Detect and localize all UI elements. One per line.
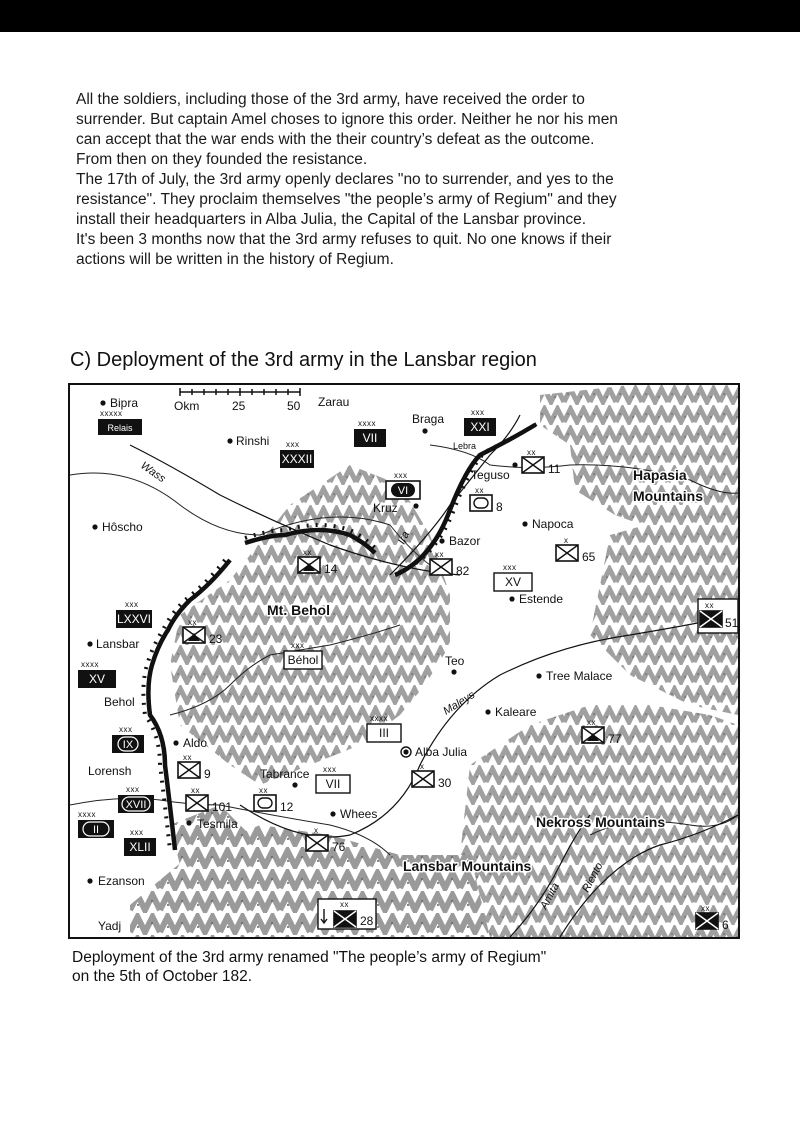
- caption-line: on the 5th of October 182.: [72, 968, 253, 985]
- svg-text:xx: xx: [303, 548, 312, 557]
- svg-text:xx: xx: [475, 486, 484, 495]
- svg-text:xx: xx: [340, 900, 349, 909]
- unit-8: [470, 486, 503, 514]
- unit-label: VII: [362, 431, 378, 445]
- region-lansbar-mountains: Lansbar Mountains: [403, 858, 532, 874]
- place-behol: Behol: [104, 695, 135, 709]
- hq-unit-relais: [98, 409, 142, 435]
- unit-echelon: xxx: [286, 440, 300, 449]
- intro-line: can accept that the war ends with the their country’s defeat as the outcome.: [76, 131, 595, 148]
- deployment-map: [68, 383, 740, 939]
- outline-unit-vii: [316, 765, 350, 793]
- unit-label: XV: [504, 575, 522, 589]
- unit-number: 12: [280, 800, 294, 814]
- unit-label: XXXII: [281, 452, 313, 466]
- unit-12: [254, 786, 294, 814]
- map-caption: [72, 948, 546, 986]
- unit-number: 76: [332, 840, 346, 854]
- hq-unit-xv: [78, 660, 116, 688]
- place-lansbar: Lansbar: [96, 637, 140, 651]
- unit-echelon: xxx: [130, 828, 144, 837]
- river-ira: Ira: [395, 529, 413, 547]
- hq-unit-xxxii: [280, 440, 314, 468]
- unit-label: XXI: [470, 420, 490, 434]
- region-nekross-mountains: Nekross Mountains: [536, 814, 666, 830]
- scale-line: [180, 388, 300, 396]
- place-zarau: Zarau: [318, 395, 350, 409]
- unit-echelon: xxx: [503, 563, 517, 572]
- unit-echelon: xxxx: [370, 714, 388, 723]
- svg-text:xx: xx: [527, 448, 536, 457]
- svg-text:xx: xx: [188, 618, 197, 627]
- unit-28: [318, 899, 376, 929]
- svg-text:xx: xx: [701, 904, 710, 913]
- place-whees: Whees: [340, 807, 378, 821]
- svg-text:xx: xx: [435, 550, 444, 559]
- intro-line: All the soldiers, including those of the 3rd army, have received the order to: [76, 91, 585, 108]
- unit-echelon: xxx: [119, 725, 133, 734]
- svg-text:xx: xx: [705, 601, 714, 610]
- river-maleys: Maleys: [441, 688, 478, 718]
- unit-label: Béhol: [287, 653, 319, 667]
- region-hapasia-mountains: Mountains: [633, 488, 703, 504]
- outline-unit-iii: [367, 714, 401, 742]
- place-ezanson: Ezanson: [98, 874, 145, 888]
- unit-label: XV: [88, 672, 106, 686]
- unit-label: XVII: [125, 799, 147, 811]
- place-tabrance: Tabrance: [260, 767, 310, 781]
- unit-number: 23: [209, 632, 223, 646]
- place-tree-malace: Tree Malace: [546, 669, 613, 683]
- hq-unit-xvii: [118, 785, 154, 813]
- hq-unit-xxi: [464, 408, 496, 436]
- unit-label: IX: [122, 739, 134, 751]
- unit-65: [556, 536, 596, 564]
- hq-unit-lxxvi: [116, 600, 152, 628]
- scale-label-50: 50: [287, 399, 301, 413]
- unit-echelon: xxx: [125, 600, 139, 609]
- place-bazor: Bazor: [449, 534, 481, 548]
- unit-number: 51: [725, 616, 738, 630]
- scale-label-0: Okm: [174, 399, 200, 413]
- place-lorensh: Lorensh: [88, 764, 132, 778]
- place-hoscho: Hôscho: [102, 520, 143, 534]
- unit-label: III: [378, 726, 390, 740]
- place-tesmila: Tesmila: [197, 817, 238, 831]
- place-alba-julia: Alba Julia: [415, 745, 468, 759]
- unit-76: [306, 826, 346, 854]
- svg-text:x: x: [420, 762, 425, 771]
- outline-unit-vi: [386, 471, 420, 499]
- river-riento: Riento: [580, 860, 606, 895]
- unit-11: [522, 448, 561, 476]
- unit-number: 8: [496, 500, 503, 514]
- intro-line: surrender. But captain Amel choses to ignore this order. Neither he nor his men: [76, 111, 618, 128]
- svg-text:xx: xx: [259, 786, 268, 795]
- hq-unit-vii: [354, 419, 386, 447]
- unit-51: [698, 599, 738, 633]
- river-wass: Wass: [138, 459, 168, 486]
- place-kruz: Kruz: [373, 501, 398, 515]
- unit-30: [412, 762, 452, 790]
- svg-text:x: x: [564, 536, 569, 545]
- unit-number: 65: [582, 550, 596, 564]
- intro-line: actions will be written in the history of Regium.: [76, 251, 394, 268]
- intro-line: install their headquarters in Alba Julia, the Capital of the Lansbar province.: [76, 211, 587, 228]
- unit-echelon: xxxx: [78, 810, 96, 819]
- place-teguso: Teguso: [471, 468, 510, 482]
- unit-label: II: [92, 824, 100, 836]
- unit-echelon: xxx: [126, 785, 140, 794]
- unit-9: [178, 753, 211, 781]
- top-black-bar: [0, 0, 800, 32]
- place-rinshi: Rinshi: [236, 434, 270, 448]
- unit-echelon: xxx: [394, 471, 408, 480]
- place-lebra: Lebra: [453, 441, 477, 451]
- unit-number: 14: [324, 562, 338, 576]
- river-amita: Amita: [538, 880, 562, 912]
- unit-echelon: xxxx: [358, 419, 376, 428]
- unit-number: 28: [360, 914, 374, 928]
- place-yadj: Yadj: [98, 919, 122, 933]
- unit-label: VI: [397, 485, 409, 497]
- unit-echelon: xxx: [291, 641, 305, 650]
- unit-echelon: xxxxx: [100, 409, 123, 418]
- hq-unit-xlii: [124, 828, 156, 856]
- svg-text:xx: xx: [191, 786, 200, 795]
- unit-number: 11: [548, 462, 561, 476]
- place-aldo: Aldo: [183, 736, 208, 750]
- unit-label: LXXVI: [116, 612, 152, 626]
- caption-line: Deployment of the 3rd army renamed "The people’s army of Regium": [72, 949, 547, 966]
- region-hapasia: Hapasia: [633, 467, 687, 483]
- place-kaleare: Kaleare: [495, 705, 537, 719]
- place-teo: Teo: [445, 654, 465, 668]
- intro-text: [76, 90, 736, 270]
- unit-number: 30: [438, 776, 452, 790]
- unit-label: VII: [325, 777, 341, 791]
- unit-echelon: xxxx: [81, 660, 99, 669]
- intro-line: From then on they founded the resistance.: [76, 151, 368, 168]
- hq-unit-ii: [78, 810, 114, 838]
- unit-label: XLII: [129, 840, 151, 854]
- unit-number: 82: [456, 564, 470, 578]
- unit-82: [430, 550, 470, 578]
- svg-text:xx: xx: [183, 753, 192, 762]
- intro-line: resistance". They proclaim themselves "the people’s army of Regium" and they: [76, 191, 617, 208]
- intro-line: The 17th of July, the 3rd army openly declares "no to surrender, and yes to the: [76, 171, 614, 188]
- outline-unit-xv: [494, 563, 532, 591]
- place-estende: Estende: [519, 592, 564, 606]
- hq-unit-ix: [112, 725, 144, 753]
- unit-number: 101: [212, 800, 233, 814]
- place-braga: Braga: [412, 412, 445, 426]
- scale-label-25: 25: [232, 399, 246, 413]
- svg-text:x: x: [314, 826, 319, 835]
- place-bipra: Bipra: [110, 396, 139, 410]
- unit-number: 6: [722, 918, 729, 932]
- unit-number: 77: [608, 732, 622, 746]
- scale-bar: [174, 388, 301, 413]
- mountain-behol: [170, 465, 450, 785]
- unit-number: 9: [204, 767, 211, 781]
- svg-text:xx: xx: [587, 718, 596, 727]
- region-mt-behol: Mt. Behol: [267, 602, 330, 618]
- section-heading: C) Deployment of the 3rd army in the Lansbar region: [70, 349, 537, 371]
- unit-echelon: xxx: [471, 408, 485, 417]
- unit-label: Relais: [107, 423, 133, 433]
- intro-line: It's been 3 months now that the 3rd army refuses to quit. No one knows if their: [76, 231, 612, 248]
- unit-echelon: xxx: [323, 765, 337, 774]
- place-napoca: Napoca: [532, 517, 574, 531]
